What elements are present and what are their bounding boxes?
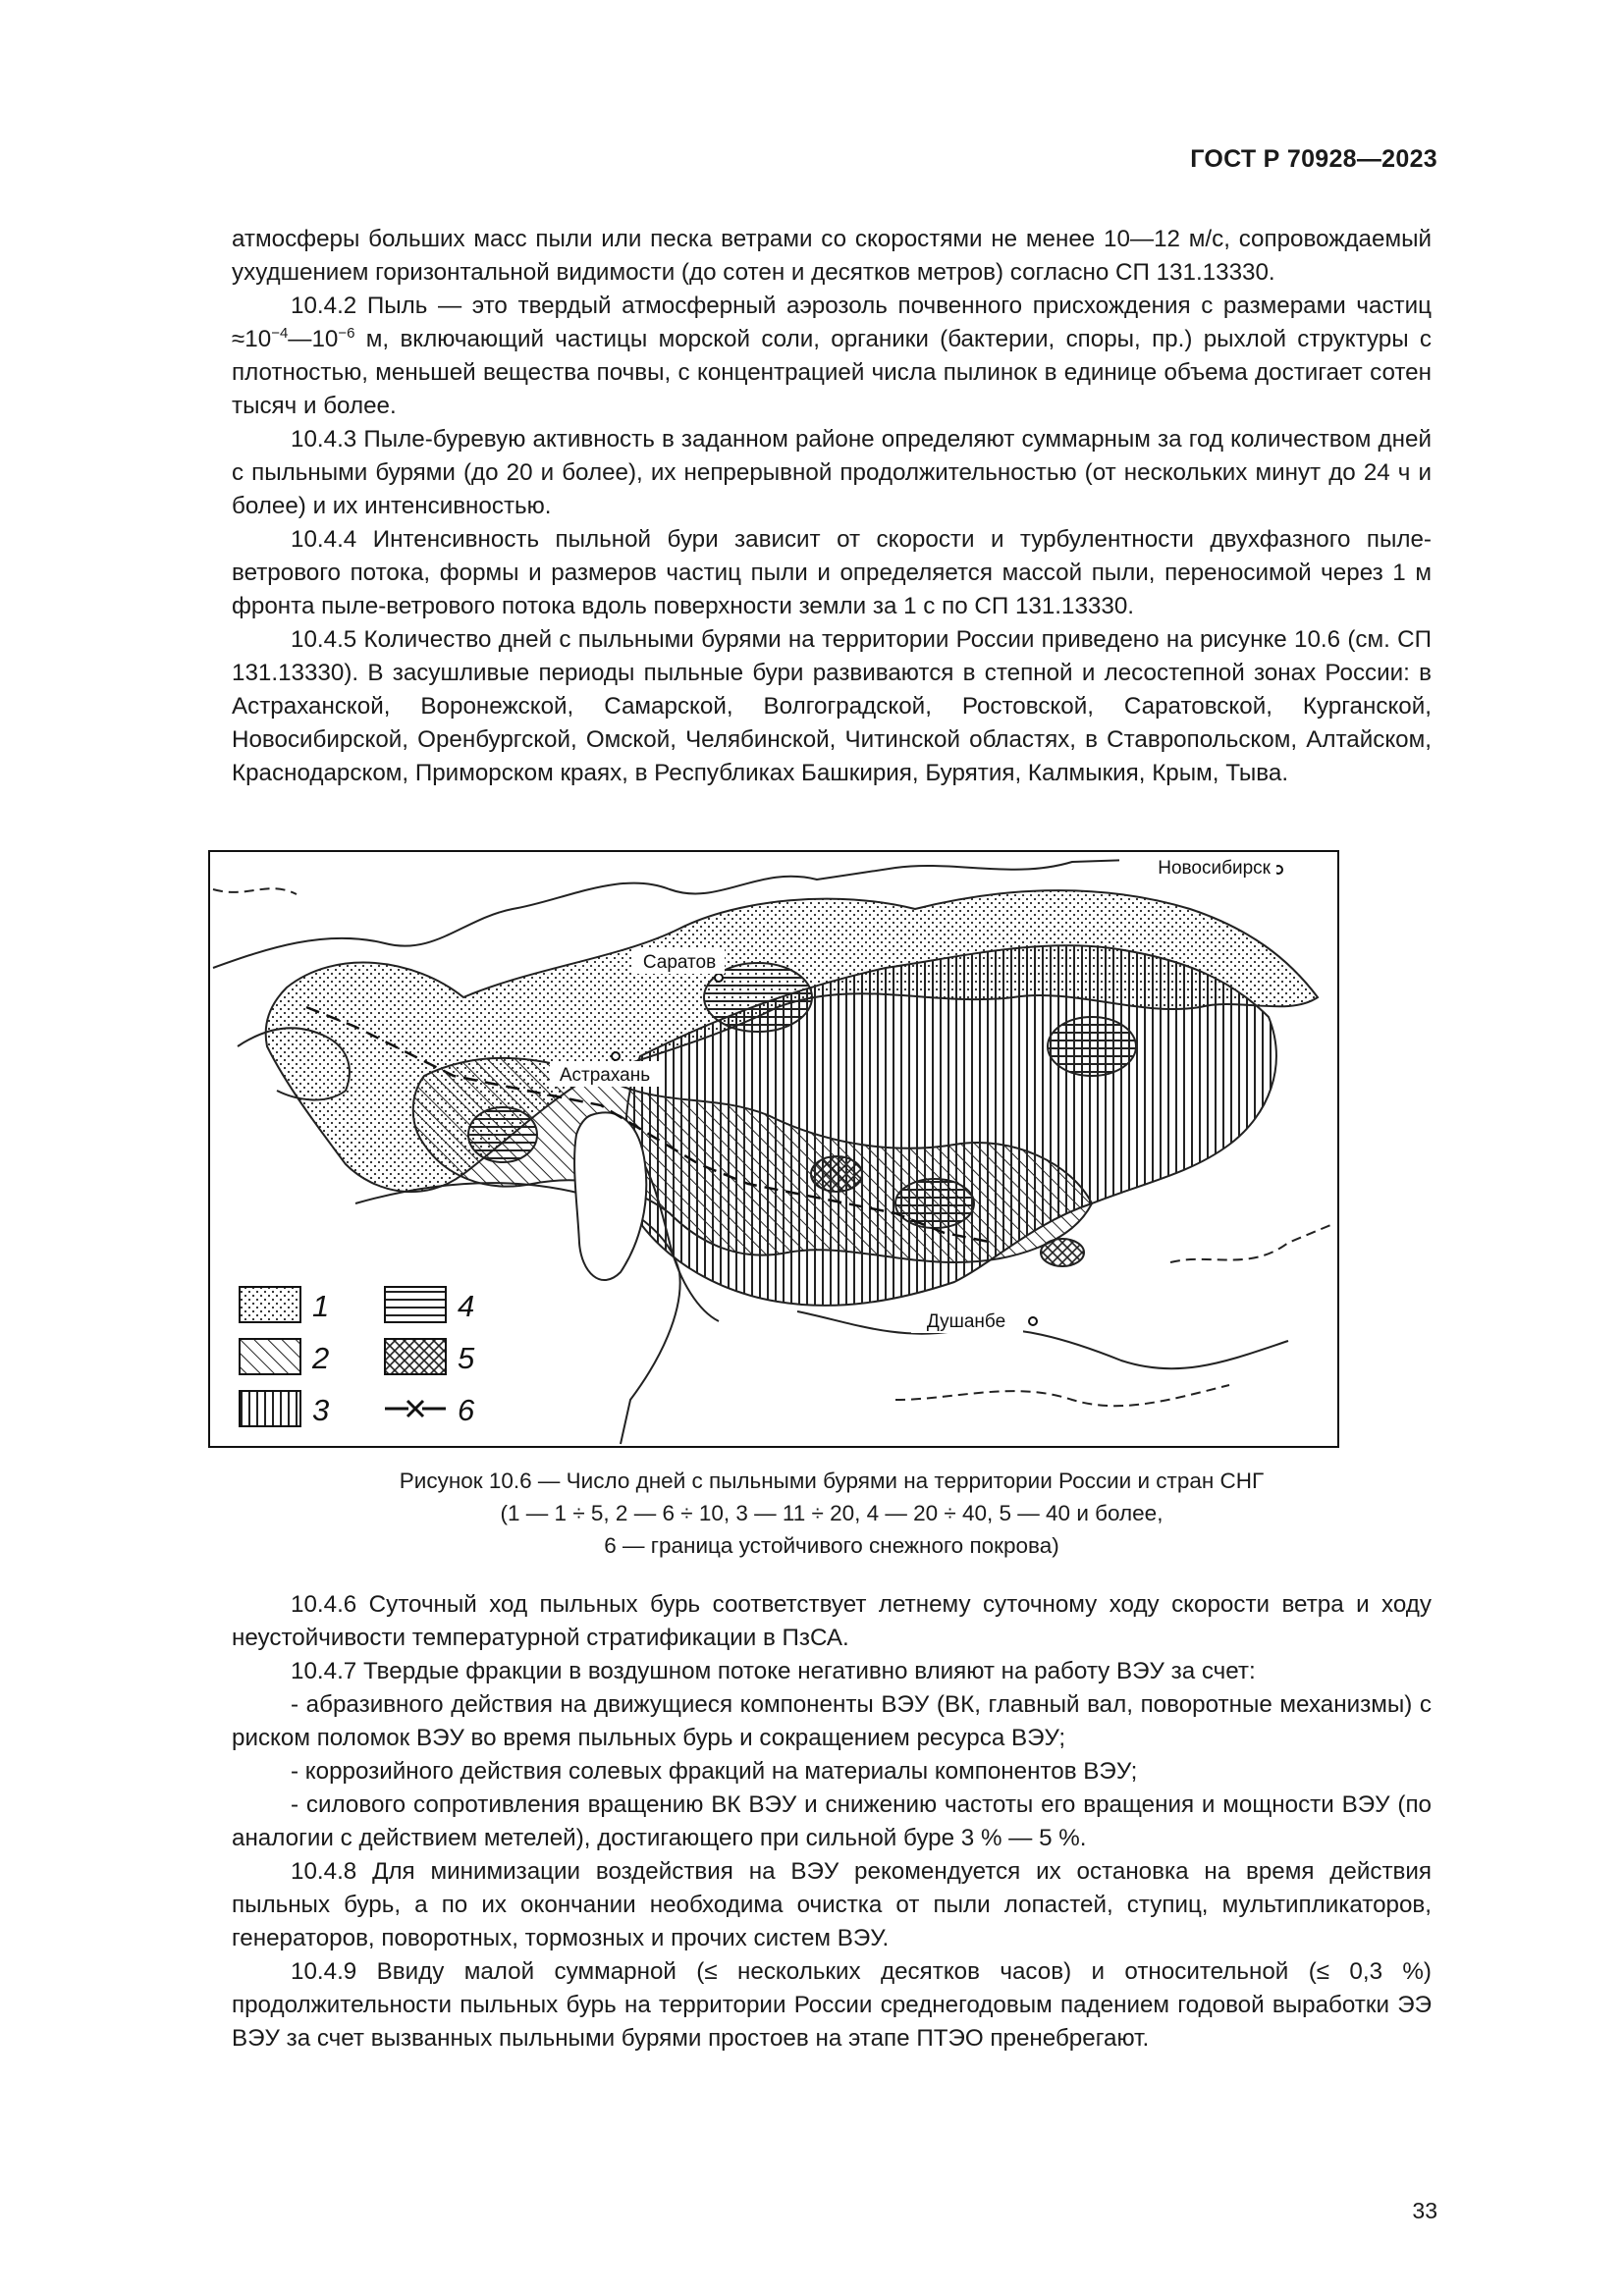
legend-label-3: 3 bbox=[312, 1393, 330, 1427]
zone-4-area bbox=[468, 1107, 537, 1162]
legend-swatch-5 bbox=[385, 1339, 446, 1374]
legend-label-2: 2 bbox=[312, 1341, 330, 1375]
zone-4-area bbox=[895, 1179, 974, 1228]
paragraph-10-4-3: 10.4.3 Пыле-буревую активность в заданном районе определяют суммарным за год количеством дней с пыльными бурями (до 20 и более), их непрерывной продолжительностью (от нескольких минут до 24 ч и более) и их интенсивностью. bbox=[232, 426, 1432, 519]
paragraph-10-4-7: 10.4.7 Твердые фракции в воздушном потоке негативно влияют на работу ВЭУ за счет: bbox=[291, 1658, 1256, 1684]
astrakhan-marker bbox=[612, 1052, 620, 1060]
paragraph-10-4-4: 10.4.4 Интенсивность пыльной бури зависит от скорости и турбулентности двухфазного пыле-ветрового потока, формы и размеров частиц пыли и определяется массой пыли, переносимой через 1 м фронта пыле-ветрового потока вдоль поверхности земли за 1 с по СП 131.13330. bbox=[232, 526, 1432, 619]
text-block-bottom bbox=[232, 1588, 1432, 2056]
dushanbe-marker bbox=[1029, 1317, 1037, 1325]
dust-storm-map-figure bbox=[208, 850, 1339, 1448]
paragraph-10-4-6: 10.4.6 Суточный ход пыльных бурь соответствует летнему суточному ходу скорости ветра и ходу неустойчивости температурной стратификации в ПзСА. bbox=[232, 1591, 1432, 1651]
paragraph-10-4-9: 10.4.9 Ввиду малой суммарной (≤ нескольких десятков часов) и относительной (≤ 0,3 %) продолжительности пыльных бурь на территории России среднегодовым падением годовой выработки ЭЭ ВЭУ за счет вызванных пыльными бурями простоев на этапе ПТЭО пренебрегают. bbox=[232, 1958, 1432, 2052]
list-item: - абразивного действия на движущиеся компоненты ВЭУ (ВК, главный вал, поворотные механизмы) с риском поломок ВЭУ во время пыльных бурь и сокращением ресурса ВЭУ; bbox=[232, 1691, 1432, 1751]
dust-storm-map bbox=[208, 850, 1339, 1448]
figure-caption bbox=[232, 1465, 1432, 1562]
caption-line-2: (1 — 1 ÷ 5, 2 — 6 ÷ 10, 3 — 11 ÷ 20, 4 — 20 ÷ 40, 5 — 40 и более, bbox=[500, 1501, 1164, 1525]
legend-swatch-4 bbox=[385, 1287, 446, 1322]
list-item: - силового сопротивления вращению ВК ВЭУ и снижению частоты его вращения и мощности ВЭУ (по аналогии с действием метелей), достигающего при сильной буре 3 % — 5 %. bbox=[232, 1791, 1432, 1851]
paragraph-10-4-5: 10.4.5 Количество дней с пыльными бурями на территории России приведено на рисунке 10.6 (см. СП 131.13330). В засушливые периоды пыльные бури развиваются в степной и лесостепной зонах России: в Астраханской, Воронежской, Самарской, Волгоградской, Ростовской, Саратовской, Курганской, Новосибирской, Оренбургской, Омской, Челябинской, Читинской областях, в Ставропольском, Алтайском, Краснодарском, Приморском краях, в Республиках Башкирия, Бурятия, Калмыкия, Крым, Тыва. bbox=[232, 626, 1432, 786]
novosibirsk-label: Новосибирск bbox=[1158, 858, 1271, 879]
map-legend bbox=[218, 1272, 552, 1439]
zone-5-area bbox=[1041, 1239, 1084, 1266]
zone-5-area bbox=[811, 1156, 862, 1192]
legend-swatch-3 bbox=[240, 1391, 300, 1426]
caption-line-3: 6 — граница устойчивого снежного покрова) bbox=[604, 1533, 1059, 1558]
legend-swatch-2 bbox=[240, 1339, 300, 1374]
document-header: ГОСТ Р 70928—2023 bbox=[1190, 145, 1437, 173]
dushanbe-label: Душанбе bbox=[926, 1311, 1006, 1332]
page-number: 33 bbox=[1412, 2198, 1437, 2223]
saratov-label: Саратов bbox=[642, 952, 717, 973]
paragraph-10-4-8: 10.4.8 Для минимизации воздействия на ВЭУ рекомендуется их остановка на время действия пыльных бурь, а по их окончании необходима очистка от пыли лопастей, ступиц, мультипликаторов, генераторов, поворотных, тормозных и прочих систем ВЭУ. bbox=[232, 1858, 1432, 1951]
saratov-marker bbox=[715, 974, 723, 982]
legend-label-1: 1 bbox=[312, 1289, 330, 1323]
zone-4-area bbox=[1048, 1017, 1136, 1076]
paragraph-10-4-2: 10.4.2 Пыль — это твердый атмосферный аэрозоль почвенного присхождения с размерами частиц $\approx 10^{-4}—10^{-6}$ м, включающий частицы морской соли, органики (бактерии, споры, пр.) рыхлой структуры с плотностью, меньшей вещества почвы, с концентрацией числа пылинок в единице объема достигает сотен тысяч и более. bbox=[232, 293, 1432, 419]
list-item: - коррозийного действия солевых фракций на материалы компонентов ВЭУ; bbox=[291, 1758, 1138, 1785]
legend-swatch-1 bbox=[240, 1287, 300, 1322]
caption-line-1: Рисунок 10.6 — Число дней с пыльными бурями на территории России и стран СНГ bbox=[399, 1468, 1265, 1493]
text-block-top bbox=[232, 223, 1432, 790]
astrakhan-label: Астрахань bbox=[559, 1065, 651, 1086]
legend-label-4: 4 bbox=[458, 1289, 475, 1323]
legend-label-5: 5 bbox=[458, 1341, 475, 1375]
legend-label-6: 6 bbox=[458, 1393, 475, 1427]
paragraph: атмосферы больших масс пыли или песка ветрами со скоростями не менее 10—12 м/с, сопровождаемый ухудшением горизонтальной видимости (до сотен и десятков метров) согласно СП 131.13330. bbox=[232, 226, 1432, 286]
